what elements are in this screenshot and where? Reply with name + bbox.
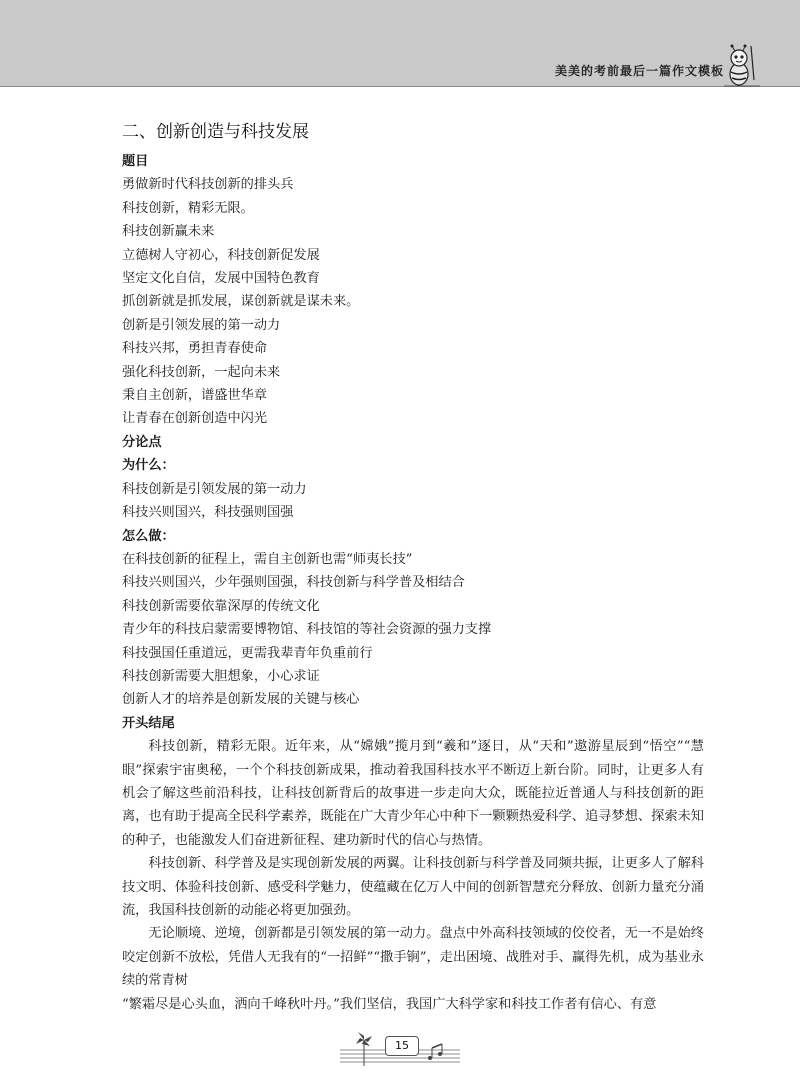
why-item: 科技兴则国兴，科技强则国强 xyxy=(122,505,294,521)
topic-item: 坚定文化自信，发展中国特色教育 xyxy=(122,271,320,287)
how-item: 科技兴则国兴，少年强则国强，科技创新与科学普及相结合 xyxy=(122,575,465,591)
how-item: 科技强国任重道远，更需我辈青年负重前行 xyxy=(122,645,373,661)
topic-item: 秉自主创新，谱盛世华章 xyxy=(122,388,268,404)
opening-paragraph: 无论顺境、逆境，创新都是引领发展的第一动力。盘点中外高科技领域的佼佼者，无一不是始终咬定创新不放松，凭借人无我有的“一招鲜”“撒手锏”，走出困境、战胜对手、赢得先机，成为基业永续的常青树 xyxy=(122,926,704,989)
topics-heading: 题目 xyxy=(122,154,149,169)
why-item: 科技创新是引领发展的第一动力 xyxy=(122,481,307,497)
topic-item: 创新是引领发展的第一动力 xyxy=(122,317,281,333)
topic-item: 让青春在创新创造中闪光 xyxy=(122,411,268,427)
points-heading: 分论点 xyxy=(122,434,162,450)
section-title: 二、创新创造与科技发展 xyxy=(122,122,309,142)
topic-item: 科技创新，精彩无限。 xyxy=(122,200,254,216)
how-item: 创新人才的培养是创新发展的关键与核心 xyxy=(122,692,360,708)
topic-item: 科技创新赢未来 xyxy=(122,224,215,240)
topic-item: 勇做新时代科技创新的排头兵 xyxy=(122,177,294,193)
running-title: 美美的考前最后一篇作文模板 xyxy=(554,64,724,78)
opening-paragraph: 科技创新、科学普及是实现创新发展的两翼。让科技创新与科学普及同频共振，让更多人了解科技文明、体验科技创新、感受科学魅力，使蕴藏在亿万人中间的创新智慧充分释放、创新力量充分涌流，我国科技创新的动能必将更加强劲。 xyxy=(122,856,704,918)
header-divider xyxy=(0,86,800,87)
opening-paragraph: “繁霜尽是心头血，洒向千峰秋叶丹。”我们坚信，我国广大科学家和科技工作者有信心、有意 xyxy=(122,996,657,1012)
how-heading: 怎么做： xyxy=(122,528,175,544)
bee-mascot-icon xyxy=(724,44,760,88)
how-item: 青少年的科技启蒙需要博物馆、科技馆的等社会资源的强力支撑 xyxy=(122,622,492,638)
opening-paragraph: 科技创新，精彩无限。近年来，从“嫦娥”揽月到“羲和”逐日，从“天和”遨游星辰到“悟空”“慧眼”探索宇宙奥秘，一个个科技创新成果，推动着我国科技水平不断迈上新台阶。同时，让更多人有机会了解这些前沿科技，让科技创新背后的故事进一步走向大众，既能拉近普通人与科技创新的距离，也有助于提高全民科学素养，既能在广大青少年心中种下一颗颗热爱科学、追寻梦想、探索未知的种子，也能激发人们奋进新征程、建功新时代的信心与热情。 xyxy=(122,739,704,848)
topic-item: 强化科技创新，一起向未来 xyxy=(122,364,281,380)
topic-item: 抓创新就是抓发展，谋创新就是谋未来。 xyxy=(122,294,360,310)
page-body xyxy=(122,150,702,1016)
openings-heading: 开头结尾 xyxy=(122,715,175,731)
why-heading: 为什么： xyxy=(122,458,175,474)
topic-item: 科技兴邦，勇担青春使命 xyxy=(122,341,268,357)
topic-item: 立德树人守初心，科技创新促发展 xyxy=(122,247,320,263)
how-item: 在科技创新的征程上，需自主创新也需“师夷长技” xyxy=(122,551,413,567)
page-number: 15 xyxy=(385,1036,419,1056)
how-item: 科技创新需要大胆想象，小心求证 xyxy=(122,668,320,684)
how-item: 科技创新需要依靠深厚的传统文化 xyxy=(122,598,320,614)
